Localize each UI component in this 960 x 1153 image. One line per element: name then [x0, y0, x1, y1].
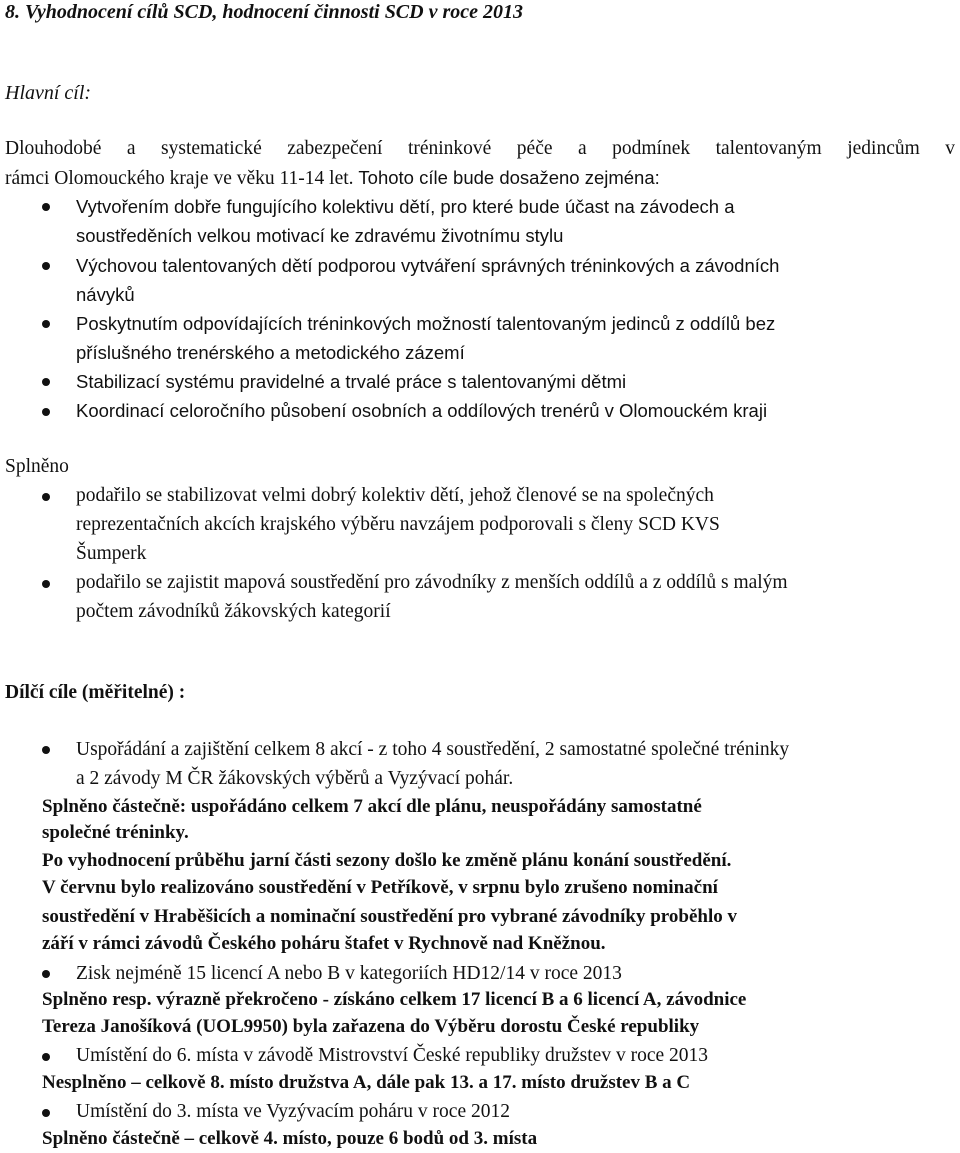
main-goal-bullet-4: Stabilizací systému pravidelné a trvalé práce s talentovanými dětmi [76, 371, 627, 392]
bullet-dot [42, 580, 50, 588]
fulfilled-bullet-1-line2: reprezentačních akcích krajského výběru navzájem podporovali s členy SCD KVS [76, 514, 720, 535]
partial-goal-1-line2: a 2 závody M ČR žákovských výběrů a Vyzývací pohár. [76, 768, 514, 789]
partial-goal-4-result-1: Splněno částečně – celkově 4. místo, pouze 6 bodů od 3. místa [42, 1128, 538, 1149]
partial-goal-3-result-1: Nesplněno – celkově 8. místo družstva A, dále pak 13. a 17. místo družstev B a C [42, 1072, 691, 1093]
fulfilled-bullet-2-line2: počtem závodníků žákovských kategorií [76, 601, 391, 622]
main-goal-bullet-3-line2: příslušného trenérského a metodického zázemí [76, 342, 465, 363]
partial-goal-1-result-1: Splněno částečně: uspořádáno celkem 7 akcí dle plánu, neuspořádány samostatné [42, 796, 702, 817]
main-goal-intro-line2 [5, 163, 660, 192]
partial-goal-3-line1: Umístění do 6. místa v závodě Mistrovství České republiky družstev v roce 2013 [76, 1045, 709, 1066]
partial-goal-1-result-2: společné tréninky. [42, 822, 189, 843]
section-heading: 8. Vyhodnocení cílů SCD, hodnocení činnosti SCD v roce 2013 [5, 1, 524, 23]
main-goal-intro-continuation: Tohoto cíle bude dosaženo zejména: [358, 167, 660, 188]
main-goal-intro-line1: Dlouhodobé a systematické zabezpečení tréninkové péče a podmínek talentovaným jedincům v [5, 138, 955, 159]
fulfilled-bullet-2-line1: podařilo se zajistit mapová soustředění pro závodníky z menších oddílů a z oddílů s malým [76, 572, 788, 593]
partial-goals-label: Dílčí cíle (měřitelné) : [5, 682, 186, 703]
bullet-dot [42, 493, 50, 501]
main-goal-bullet-1-line2: soustředěních velkou motivací ke zdravému životnímu stylu [76, 225, 564, 246]
bullet-dot [42, 408, 50, 416]
bullet-dot [42, 1109, 50, 1117]
fulfilled-bullet-1-line3: Šumperk [76, 543, 147, 564]
main-goal-bullet-2-line2: návyků [76, 284, 135, 305]
fulfilled-label: Splněno [5, 456, 69, 477]
main-goal-bullet-2-line1: Výchovou talentovaných dětí podporou vytváření správných tréninkových a závodních [76, 255, 780, 276]
bullet-dot [42, 320, 50, 328]
partial-goal-1-line1: Uspořádání a zajištění celkem 8 akcí - z toho 4 soustředění, 2 samostatné společné tréninky [76, 739, 790, 760]
bullet-dot [42, 378, 50, 386]
bullet-dot [42, 203, 50, 211]
partial-goal-1-result-5: soustředění v Hraběšicích a nominační soustředění pro vybrané závodníky proběhlo v [42, 906, 737, 927]
partial-goal-2-result-2: Tereza Janošíková (UOL9950) byla zařazena do Výběru dorostu České republiky [42, 1016, 700, 1037]
partial-goal-1-result-3: Po vyhodnocení průběhu jarní části sezony došlo ke změně plánu konání soustředění. [42, 850, 732, 871]
main-goal-bullet-5: Koordinací celoročního působení osobních a oddílových trenérů v Olomouckém kraji [76, 400, 768, 421]
partial-goal-1-result-6: září v rámci závodů Českého poháru štafet v Rychnově nad Kněžnou. [42, 933, 606, 954]
main-goal-bullet-1-line1: Vytvořením dobře fungujícího kolektivu dětí, pro které bude účast na závodech a [76, 196, 735, 217]
partial-goal-4-line1: Umístění do 3. místa ve Vyzývacím poháru v roce 2012 [76, 1101, 510, 1122]
partial-goal-2-result-1: Splněno resp. výrazně překročeno - získáno celkem 17 licencí B a 6 licencí A, závodnice [42, 989, 747, 1010]
partial-goal-2-line1: Zisk nejméně 15 licencí A nebo B v kategoriích HD12/14 v roce 2013 [76, 963, 622, 984]
bullet-dot [42, 1053, 50, 1061]
partial-goal-1-result-4: V červnu bylo realizováno soustředění v Petříkově, v srpnu bylo zrušeno nominační [42, 877, 718, 898]
fulfilled-bullet-1-line1: podařilo se stabilizovat velmi dobrý kolektiv dětí, jehož členové se na společných [76, 485, 714, 506]
bullet-dot [42, 262, 50, 270]
bullet-dot [42, 746, 50, 754]
main-goal-intro-text: rámci Olomouckého kraje ve věku 11-14 let. [5, 168, 354, 189]
main-goal-label: Hlavní cíl: [5, 82, 92, 104]
bullet-dot [42, 970, 50, 978]
main-goal-bullet-3-line1: Poskytnutím odpovídajících tréninkových možností talentovaným jedinců z oddílů bez [76, 313, 776, 334]
